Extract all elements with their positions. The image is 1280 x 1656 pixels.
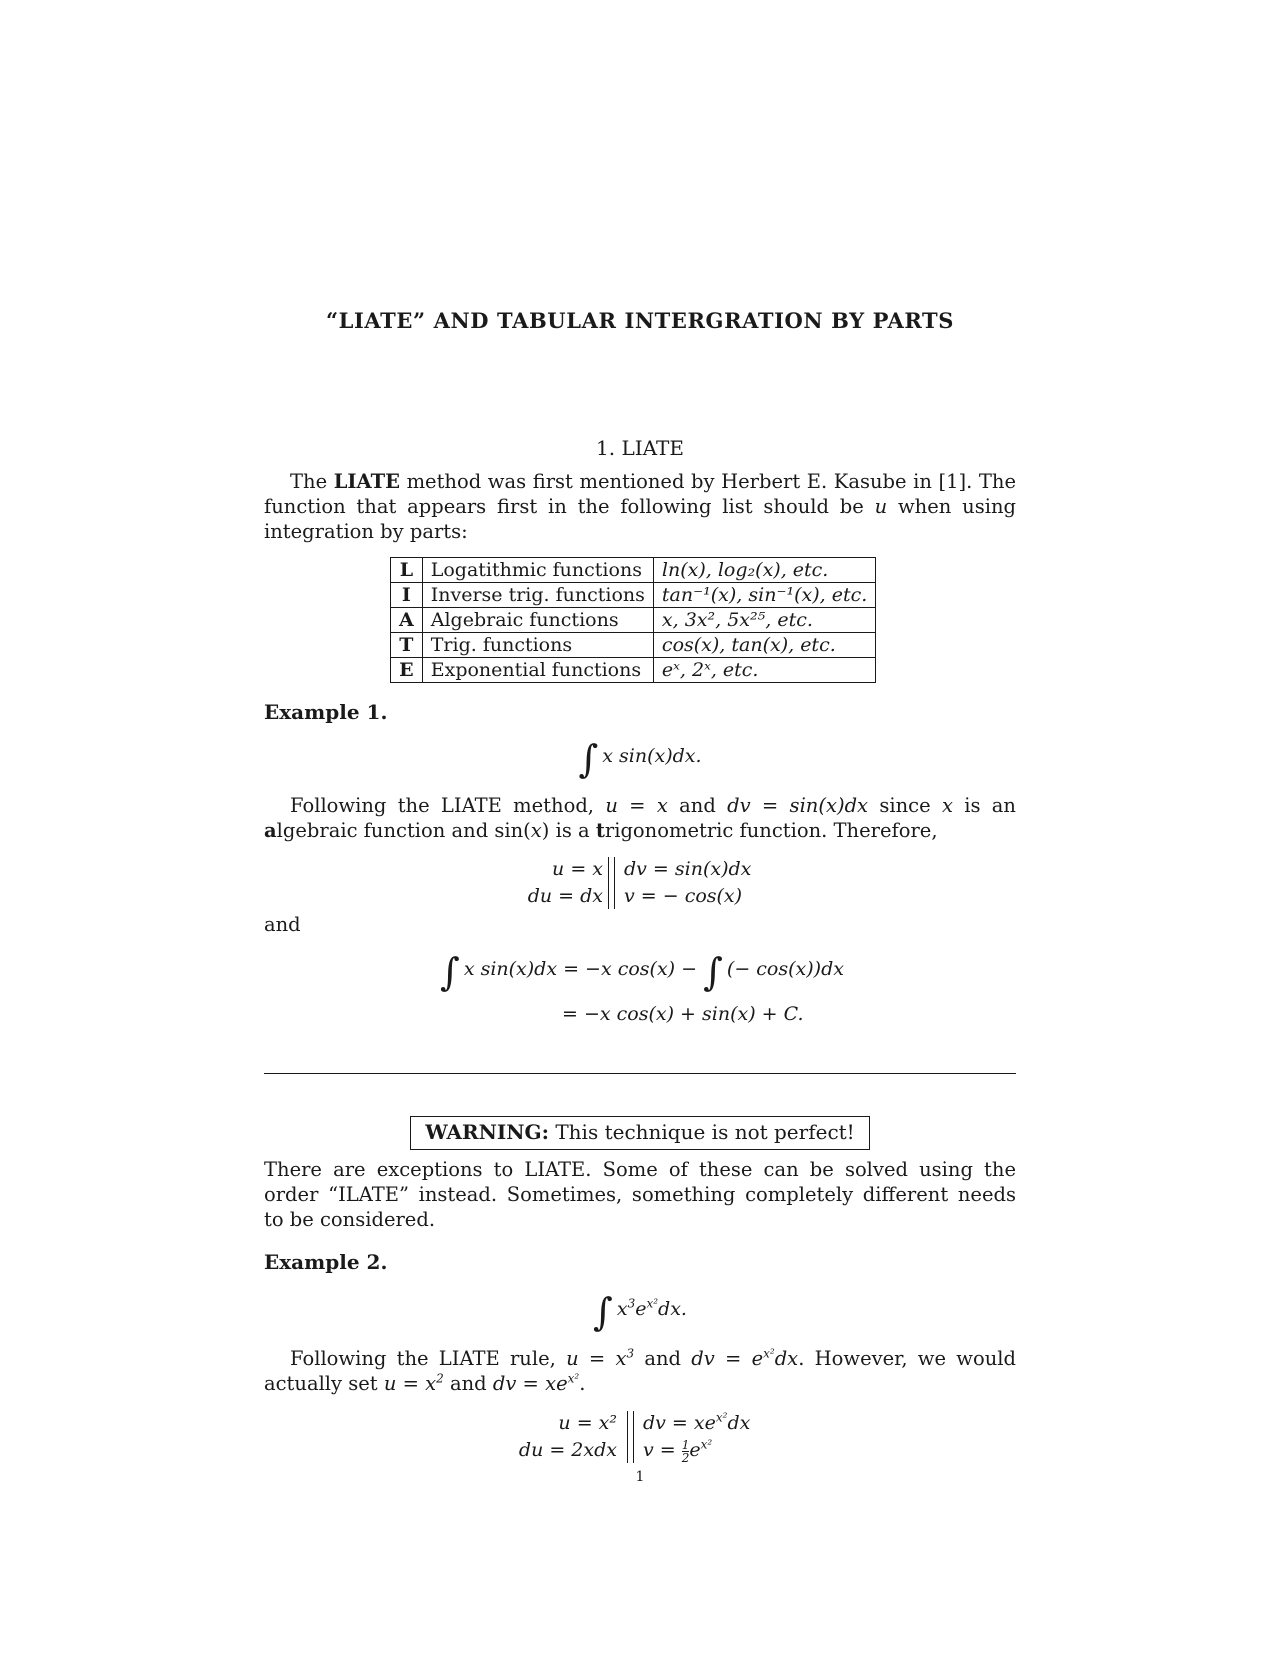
example-1-label: Example 1. (264, 700, 388, 724)
function-type: Logatithmic functions (422, 558, 653, 583)
liate-letter: E (391, 658, 423, 683)
liate-letter: I (391, 583, 423, 608)
example-2-integral: ∫ $x^3e^{x^2}dx$. (593, 1290, 687, 1334)
warning-box: WARNING: This technique is not perfect! (410, 1116, 870, 1150)
horizontal-rule (264, 1073, 1016, 1074)
function-examples: ln(x), log₂(x), etc. (653, 558, 875, 583)
liate-letter: L (391, 558, 423, 583)
function-examples: tan⁻¹(x), sin⁻¹(x), etc. (653, 583, 875, 608)
one-half-fraction: $\frac{1}{2}$ (681, 1437, 690, 1465)
integral-sign: ∫ (578, 737, 599, 781)
liate-letter: A (391, 608, 423, 633)
section-heading: 1. LIATE (596, 436, 684, 460)
example-1-double-bar (608, 857, 615, 909)
liate-row (391, 658, 876, 683)
example-1-explanation: Following the LIATE method, u = x and dv = sin(x)dx since x is an algebraic function and sin(x) is a trigonometric function. Therefore, (264, 794, 1016, 842)
function-examples: cos(x), tan(x), etc. (653, 633, 875, 658)
function-examples: x, 3x², 5x²⁵, etc. (653, 608, 875, 633)
liate-letter: T (391, 633, 423, 658)
example-2-u-column: u = x² du = 2xdx (518, 1412, 617, 1461)
liate-row (391, 558, 876, 583)
example-1-u-column: u = x du = dx (527, 858, 603, 907)
example-1-equation-line-2: = −x cos(x) + sin(x) + C. (562, 1003, 804, 1025)
intro-paragraph: The LIATE method was first mentioned by Herbert E. Kasube in [1]. The function that appears first in the following list should be u when using integration by parts: (264, 470, 1017, 543)
exceptions-paragraph: There are exceptions to LIATE. Some of these can be solved using the order “ILATE” instead. Sometimes, something completely different needs to be considered. (264, 1158, 1016, 1231)
function-type: Trig. functions (422, 633, 653, 658)
example-2-dv-column: dv = $xe^{x^2}dx$ v = $\frac{1}{2}$ $e^{x^2}$ (643, 1410, 751, 1465)
liate-row (391, 608, 876, 633)
function-type: Exponential functions (422, 658, 653, 683)
integral-sign: ∫ (703, 950, 723, 994)
page-number: 1 (635, 1469, 645, 1485)
liate-row (391, 583, 876, 608)
example-2-explanation: Following the LIATE rule, $u = x^3$ and dv = $e^{x^2}dx$. However, we would actually set $u = x^2$ and dv = $xe^{x^2}$. (264, 1346, 1016, 1395)
example-1-dv-column: dv = sin(x)dx v = − cos(x) (624, 858, 752, 907)
and-text: and (264, 913, 301, 936)
example-2-double-bar (627, 1411, 634, 1463)
integral-sign: ∫ (440, 950, 460, 994)
example-1-equation-line-1: ∫ x sin(x)dx = −x cos(x) − ∫ (− cos(x))dx (440, 950, 844, 994)
example-2-label: Example 2. (264, 1250, 388, 1274)
liate-row (391, 633, 876, 658)
function-type: Inverse trig. functions (422, 583, 653, 608)
document-title: “LIATE” AND TABULAR INTERGRATION BY PARTS (325, 308, 955, 333)
function-type: Algebraic functions (422, 608, 653, 633)
example-1-integral: ∫ x sin(x)dx. (578, 737, 702, 781)
function-examples: eˣ, 2ˣ, etc. (653, 658, 875, 683)
liate-table (390, 557, 876, 683)
integral-sign: ∫ (593, 1290, 613, 1334)
